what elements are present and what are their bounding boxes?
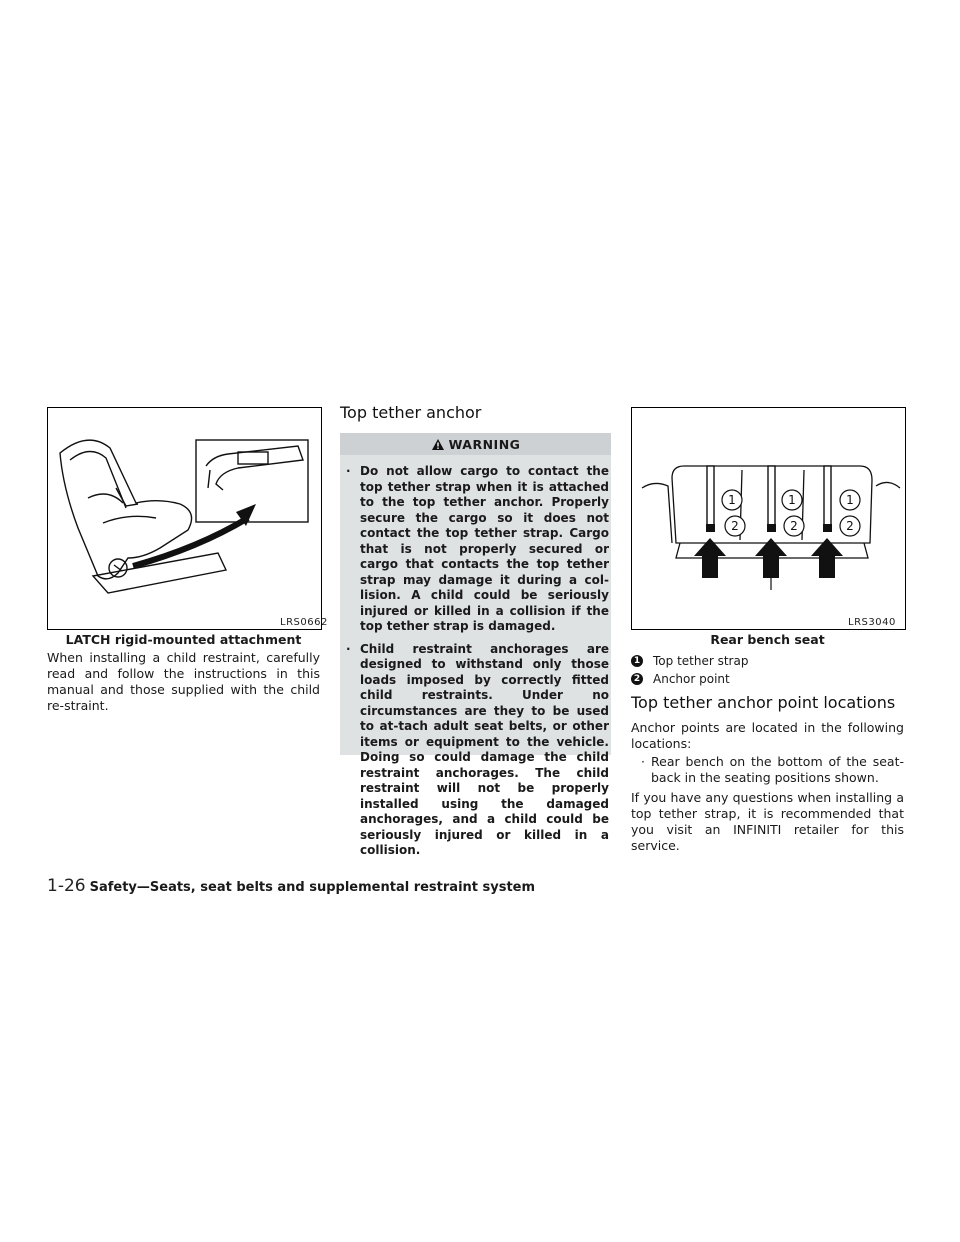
warning-header: [340, 433, 611, 455]
rear-bench-figure: [631, 407, 906, 630]
warning-box: [340, 433, 611, 857]
latch-figure: [47, 407, 322, 630]
callout-anchor-label: 2: [731, 519, 739, 533]
legend-number: 1: [631, 655, 643, 667]
figure-caption: Rear bench seat: [710, 632, 825, 647]
callout-strap-label: 1: [846, 493, 854, 507]
figure-code: LRS0662: [280, 617, 328, 628]
closing-paragraph: If you have any questions when installing a top tether strap, it is recommended that you visit an INFINITI retailer for this service.: [631, 790, 904, 853]
rear-bench-illustration: [632, 408, 905, 629]
warning-item: · Child restraint anchorages are designed to withstand only those loads imposed by correctly fitted child restraints. Under no circumstances are they to be used to at-tach adult seat belts, or other items or equipment to the vehicle. Doing so could damage the child restraint anchorages. The child restraint will not be properly installed using the damaged anchorages, and a child could be seriously injured or killed in a collision.: [346, 641, 609, 857]
callout-strap-label: 1: [788, 493, 796, 507]
child-seat-illustration: [48, 408, 321, 629]
warning-triangle-icon: [431, 438, 445, 451]
page-footer: [47, 876, 535, 896]
bullet-icon: ·: [641, 754, 645, 769]
legend-number: 2: [631, 673, 643, 685]
section-heading: Top tether anchor: [340, 403, 482, 422]
callout-anchor-label: 2: [790, 519, 798, 533]
intro-paragraph: When installing a child restraint, carefully read and follow the instructions in this manual and those supplied with the child re-straint.: [47, 650, 320, 713]
page-number: 1-26: [47, 876, 86, 896]
callout-anchor-label: 2: [846, 519, 854, 533]
bullet-icon: ·: [346, 464, 351, 478]
figure-caption: LATCH rigid-mounted attachment: [65, 632, 302, 647]
warning-item: · Do not allow cargo to contact the top tether strap when it is attached to the top tether anchor. Properly secure the cargo so it does not contact the top tether strap. Cargo that is not properly secured or cargo that contacts the top tether strap may damage it during a col-lision. A child could be seriously injured or killed in a collision if the top tether strap is damaged.: [346, 464, 609, 633]
section-heading: Top tether anchor point locations: [631, 693, 896, 712]
legend-label: Anchor point: [653, 672, 730, 686]
location-bullet: · Rear bench on the bottom of the seat-back in the seating positions shown.: [641, 754, 904, 785]
bullet-icon: ·: [346, 641, 351, 656]
legend-item: [631, 652, 904, 670]
warning-label: WARNING: [448, 436, 521, 452]
figure-code: LRS3040: [848, 617, 896, 628]
legend-item: [631, 670, 904, 688]
chapter-title: Safety—Seats, seat belts and supplemental restraint system: [89, 880, 536, 895]
callout-strap-label: 1: [728, 493, 736, 507]
locations-intro: Anchor points are located in the following locations:: [631, 720, 904, 751]
legend-label: Top tether strap: [653, 654, 749, 668]
figure-legend: [631, 652, 904, 688]
